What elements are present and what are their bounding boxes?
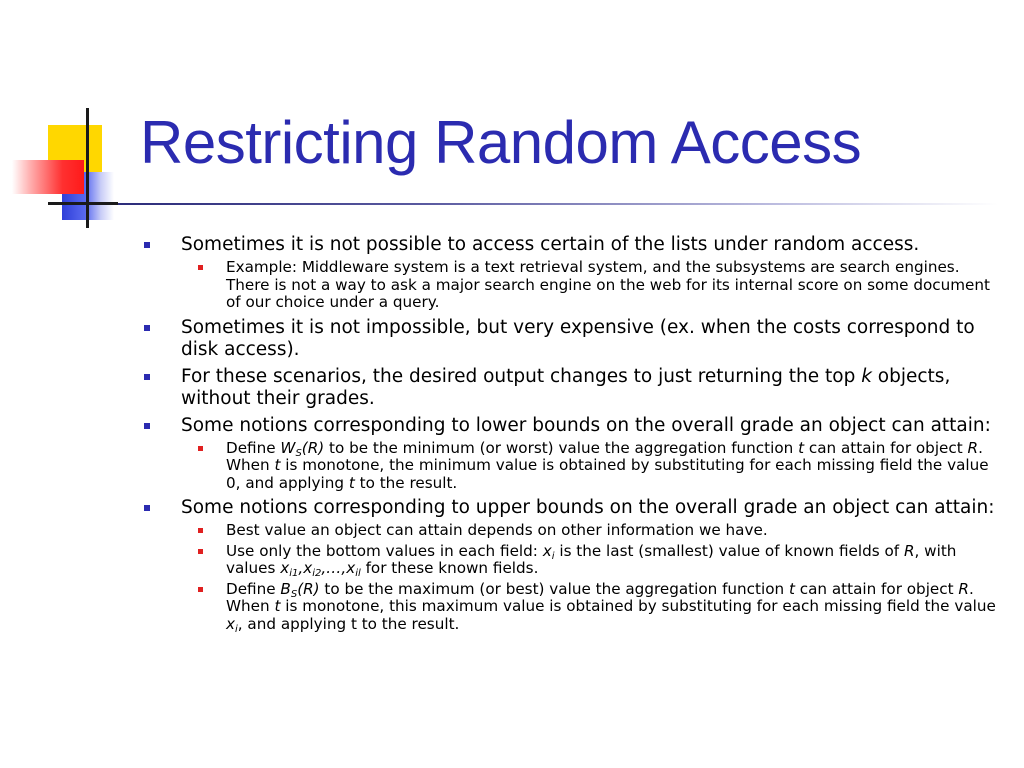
sub-bullet-marker: [198, 446, 203, 451]
sub-bullet-marker: [198, 587, 203, 592]
bullet-marker: [144, 242, 150, 248]
decor-vertical-line: [86, 108, 89, 228]
sub-bullet-marker: [198, 265, 203, 270]
sub-list: [181, 259, 1006, 312]
bullet-marker: [144, 505, 150, 511]
bullet-lower-bounds: Some notions corresponding to lower bounds on the overall grade an object can attain: Define $W_S(R)$ to be the minimum (or worst) value the aggregation function t can attain for object R. When t is monotone, the minimum value is obtained by substituting for each missing field the value 0, and applying t to the result.: [141, 415, 1006, 493]
bullet-marker: [144, 374, 150, 380]
bullet-not-possible: Sometimes it is not possible to access certain of the lists under random access. Example: Middleware system is a text retrieval system, and the subsystems are search engines. There is not a way to ask a major search engine on the web for its internal score on some document of our choice under a query.: [141, 234, 1006, 312]
bullet-very-expensive: Sometimes it is not impossible, but very expensive (ex. when the costs correspond to disk access).: [141, 317, 1006, 361]
sub-bullet-bottom-values: Use only the bottom values in each field: $x_i$ is the last (smallest) value of known fields of R, with values $x_{i1},x_{i2},\dots,x_{il}$ for these known fields.: [181, 543, 1006, 578]
bullet-marker: [144, 325, 150, 331]
slide-title: Restricting Random Access: [140, 109, 862, 176]
decor-short-rule: [48, 202, 118, 205]
slide-body: [141, 234, 1006, 638]
sub-bullet-marker: [198, 528, 203, 533]
bullet-marker: [144, 423, 150, 429]
title-underline: [118, 203, 998, 205]
bullet-top-k: For these scenarios, the desired output changes to just returning the top k objects, without their grades.: [141, 366, 1006, 410]
sub-list: [181, 440, 1006, 493]
sub-bullet-middleware: Example: Middleware system is a text retrieval system, and the subsystems are search engines. There is not a way to ask a major search engine on the web for its internal score on some document of our choice under a query.: [181, 259, 1006, 312]
bullet-upper-bounds: Some notions corresponding to upper bounds on the overall grade an object can attain: Best value an object can attain depends on other information we have. Use only the bottom values in each field: $x_i$ is the last (smallest) value of known fields of R, with values $x_{i1},x_{i2},\dots,x_{il}$ for these known fields. Define $B_S(R)$ to be the maximum (or best) value the aggregation function t can attain for object R. When t is monotone, this maximum value is obtained by substituting for each missing field the value $x_i$, and applying t to the result.: [141, 497, 1006, 633]
sub-bullet-best-value: Best value an object can attain depends on other information we have.: [181, 522, 1006, 540]
sub-bullet-marker: [198, 549, 203, 554]
sub-list: [181, 522, 1006, 633]
sub-bullet-define-bs: Define $B_S(R)$ to be the maximum (or best) value the aggregation function t can attain for object R. When t is monotone, this maximum value is obtained by substituting for each missing field the value $x_i$, and applying t to the result.: [181, 581, 1006, 634]
sub-bullet-define-ws: Define $W_S(R)$ to be the minimum (or worst) value the aggregation function t can attain for object R. When t is monotone, the minimum value is obtained by substituting for each missing field the value 0, and applying t to the result.: [181, 440, 1006, 493]
decor-red-bar: [12, 160, 84, 194]
